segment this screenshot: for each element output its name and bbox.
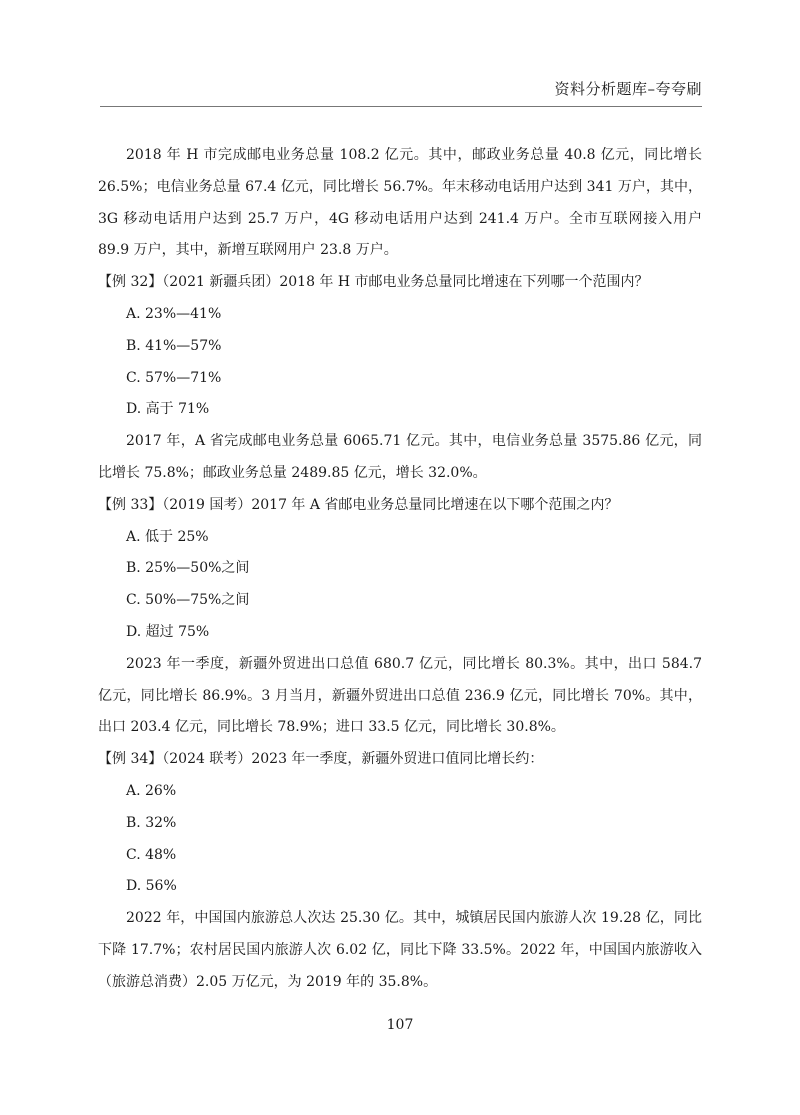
material-paragraph-1: 2018 年 H 市完成邮电业务总量 108.2 亿元。其中，邮政业务总量 40.8 亿元，同比增长 26.5%；电信业务总量 67.4 亿元，同比增长 56.7%。年末移动电话用户达到 341 万户，其中，3G 移动电话用户达到 25.7 万户，4G 移动电话用户达到 241.4 万户。全市互联网接入用户 89.9 万户，其中，新增互联网用户 23.8 万户。	[98, 147, 702, 259]
option-32-d: D. 高于 71%	[126, 401, 210, 418]
question-32: 【例 32】（2021 新疆兵团）2018 年 H 市邮电业务总量同比增速在下列哪一个范围内？	[98, 274, 649, 291]
option-34-b: B. 32%	[126, 814, 177, 831]
option-34-d: D. 56%	[126, 878, 177, 895]
page-content	[98, 140, 702, 999]
header-divider	[100, 106, 702, 107]
page-number: 107	[386, 1017, 414, 1033]
option-33-b: B. 25%—50%之间	[126, 560, 250, 577]
option-33-a: A. 低于 25%	[126, 528, 209, 545]
option-34-c: C. 48%	[126, 846, 177, 863]
question-33: 【例 33】（2019 国考）2017 年 A 省邮电业务总量同比增速在以下哪个范围之内？	[98, 496, 619, 513]
option-33-d: D. 超过 75%	[126, 623, 210, 640]
material-paragraph-2: 2017 年，A 省完成邮电业务总量 6065.71 亿元。其中，电信业务总量 3575.86 亿元，同比增长 75.8%；邮政业务总量 2489.85 亿元，增长 32.0%。	[98, 433, 702, 481]
page-header-title: 资料分析题库–夸夸刷	[554, 80, 702, 98]
question-34: 【例 34】（2024 联考）2023 年一季度，新疆外贸进口值同比增长约：	[98, 751, 544, 768]
material-paragraph-3: 2023 年一季度，新疆外贸进出口总值 680.7 亿元，同比增长 80.3%。其中，出口 584.7 亿元，同比增长 86.9%。3 月当月，新疆外贸进出口总值 236.9 亿元，同比增长 70%。其中，出口 203.4 亿元，同比增长 78.9%；进口 33.5 亿元，同比增长 30.8%。	[98, 655, 702, 736]
option-32-b: B. 41%—57%	[126, 337, 222, 354]
option-34-a: A. 26%	[126, 782, 177, 799]
material-paragraph-4: 2022 年，中国国内旅游总人次达 25.30 亿。其中，城镇居民国内旅游人次 19.28 亿，同比下降 17.7%；农村居民国内旅游人次 6.02 亿，同比下降 33.5%。2022 年，中国国内旅游收入（旅游总消费）2.05 万亿元，为 2019 年的 35.8%。	[98, 910, 702, 990]
option-32-c: C. 57%—71%	[126, 369, 222, 386]
option-33-c: C. 50%—75%之间	[126, 592, 250, 609]
option-32-a: A. 23%—41%	[126, 305, 222, 322]
